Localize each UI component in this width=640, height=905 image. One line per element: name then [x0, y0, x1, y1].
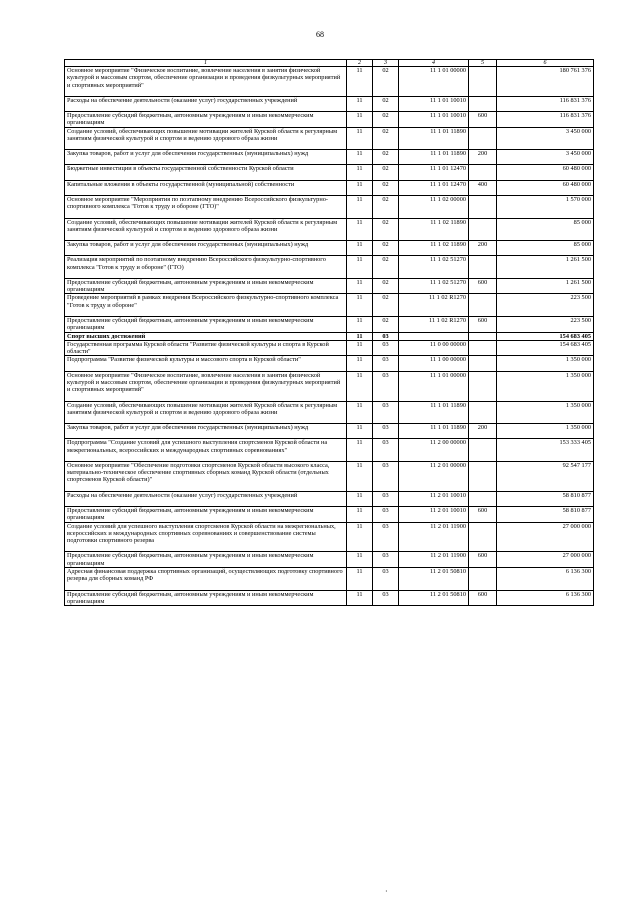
table-row	[65, 150, 594, 165]
page-mark: ·	[385, 887, 388, 896]
subsection-code: 02	[373, 241, 399, 256]
item-name: Основное мероприятие "Обеспечение подготовки спортсменов Курской области высокого класса, материально-техническое обеспечение спортивных сборных команд Курской области (отдельных спортсменов Курской области)"	[65, 461, 347, 491]
expense-type-code	[469, 568, 497, 591]
item-name: Основное мероприятие "Физическое воспитание, вовлечение населения в занятия физической культурой и массовым спортом, обеспечение организации и проведения физкультурных мероприятий и спортивных мероприятий"	[65, 371, 347, 401]
section-code: 11	[347, 439, 373, 462]
table-header-row	[65, 60, 594, 67]
section-code: 11	[347, 241, 373, 256]
table-row	[65, 332, 594, 340]
amount: 223 500	[497, 294, 594, 317]
table-row	[65, 316, 594, 332]
target-article-code: 11 1 01 10010	[399, 96, 469, 111]
target-article-code: 11 1 01 11890	[399, 150, 469, 165]
target-article-code: 11 1 02 51270	[399, 278, 469, 294]
section-code: 11	[347, 150, 373, 165]
item-name: Основное мероприятие "Мероприятия по поэтапному внедрению Всероссийского физкультурно-спортивного комплекса "Готов к труду и обороне (ГТО)"	[65, 195, 347, 218]
expense-type-code: 200	[469, 150, 497, 165]
table-row	[65, 195, 594, 218]
target-article-code: 11 1 01 12470	[399, 165, 469, 180]
section-code: 11	[347, 424, 373, 439]
header-cell: 2	[347, 60, 373, 67]
expense-type-code: 600	[469, 316, 497, 332]
subsection-code: 03	[373, 439, 399, 462]
table-row	[65, 241, 594, 256]
table-row	[65, 294, 594, 317]
expense-type-code	[469, 332, 497, 340]
amount: 58 810 877	[497, 491, 594, 506]
item-name: Создание условий для успешного выступления спортсменов Курской области на межрегиональных, всероссийских и международных спортивных соревнованиях и совершенствование системы подготовки спортивного резерва	[65, 522, 347, 552]
amount: 116 831 376	[497, 112, 594, 128]
subsection-code: 02	[373, 218, 399, 241]
expense-type-code	[469, 522, 497, 552]
item-name: Создание условий, обеспечивающих повышение мотивации жителей Курской области к регулярным занятиям физической культурой и спортом и ведению здорового образа жизни	[65, 127, 347, 150]
expense-type-code	[469, 96, 497, 111]
amount: 60 480 000	[497, 180, 594, 195]
expense-type-code	[469, 256, 497, 279]
section-code: 11	[347, 332, 373, 340]
subsection-code: 03	[373, 568, 399, 591]
section-code: 11	[347, 316, 373, 332]
subsection-code: 03	[373, 356, 399, 371]
expense-type-code: 200	[469, 241, 497, 256]
amount: 3 450 000	[497, 127, 594, 150]
section-code: 11	[347, 568, 373, 591]
subsection-code: 02	[373, 165, 399, 180]
subsection-code: 02	[373, 195, 399, 218]
table-row	[65, 461, 594, 491]
table-row	[65, 218, 594, 241]
item-name: Предоставление субсидий бюджетным, автономным учреждениям и иным некоммерческим организациям	[65, 507, 347, 523]
section-code: 11	[347, 340, 373, 356]
table-row	[65, 165, 594, 180]
expense-type-code: 600	[469, 507, 497, 523]
target-article-code: 11 0 00 00000	[399, 340, 469, 356]
amount: 1 350 000	[497, 371, 594, 401]
expense-type-code	[469, 371, 497, 401]
item-name: Подпрограмма "Создание условий для успешного выступления спортсменов Курской области на межрегиональных, всероссийских и международных спортивных соревнованиях"	[65, 439, 347, 462]
subsection-code: 03	[373, 340, 399, 356]
subsection-code: 03	[373, 507, 399, 523]
target-article-code: 11 2 01 50810	[399, 568, 469, 591]
amount: 1 261 500	[497, 278, 594, 294]
item-name: Спорт высших достижений	[65, 332, 347, 340]
subsection-code: 03	[373, 371, 399, 401]
subsection-code: 03	[373, 332, 399, 340]
subsection-code: 02	[373, 96, 399, 111]
section-code: 11	[347, 552, 373, 568]
target-article-code: 11 1 02 00000	[399, 195, 469, 218]
item-name: Адресная финансовая поддержка спортивных организаций, осуществляющих подготовку спортивного резерва для сборных команд РФ	[65, 568, 347, 591]
item-name: Проведение мероприятий в рамках внедрения Всероссийского физкультурно-спортивного комплекса "Готов к труду и обороне"	[65, 294, 347, 317]
table-row	[65, 112, 594, 128]
target-article-code: 11 2 01 00000	[399, 461, 469, 491]
expense-type-code	[469, 294, 497, 317]
target-article-code: 11 1 01 12470	[399, 180, 469, 195]
subsection-code: 02	[373, 67, 399, 97]
subsection-code: 03	[373, 491, 399, 506]
target-article-code: 11 1 01 11890	[399, 424, 469, 439]
section-code: 11	[347, 278, 373, 294]
target-article-code: 11 1 02 R1270	[399, 316, 469, 332]
target-article-code: 11 1 01 11890	[399, 401, 469, 424]
item-name: Государственная программа Курской области "Развитие физической культуры и спорта в Курской области"	[65, 340, 347, 356]
subsection-code: 02	[373, 256, 399, 279]
table-row	[65, 127, 594, 150]
table-row	[65, 439, 594, 462]
table-row	[65, 568, 594, 591]
page-number: 68	[316, 30, 324, 39]
subsection-code: 02	[373, 294, 399, 317]
header-cell: 6	[497, 60, 594, 67]
subsection-code: 03	[373, 461, 399, 491]
table-row	[65, 180, 594, 195]
amount: 85 000	[497, 218, 594, 241]
amount: 116 831 376	[497, 96, 594, 111]
item-name: Закупка товаров, работ и услуг для обеспечения государственных (муниципальных) нужд	[65, 150, 347, 165]
item-name: Закупка товаров, работ и услуг для обеспечения государственных (муниципальных) нужд	[65, 241, 347, 256]
expense-type-code: 600	[469, 278, 497, 294]
item-name: Расходы на обеспечение деятельности (оказание услуг) государственных учреждений	[65, 491, 347, 506]
target-article-code: 11 1 01 00000	[399, 371, 469, 401]
expense-type-code: 600	[469, 552, 497, 568]
amount: 92 547 177	[497, 461, 594, 491]
expense-type-code	[469, 165, 497, 180]
target-article-code: 11 1 02 51270	[399, 256, 469, 279]
expense-type-code	[469, 195, 497, 218]
subsection-code: 02	[373, 316, 399, 332]
section-code: 11	[347, 96, 373, 111]
item-name: Предоставление субсидий бюджетным, автономным учреждениям и иным некоммерческим организациям	[65, 278, 347, 294]
item-name: Расходы на обеспечение деятельности (оказание услуг) государственных учреждений	[65, 96, 347, 111]
expense-type-code	[469, 461, 497, 491]
section-code: 11	[347, 522, 373, 552]
table-row	[65, 256, 594, 279]
section-code: 11	[347, 491, 373, 506]
target-article-code: 11 2 01 50810	[399, 590, 469, 606]
table-row	[65, 491, 594, 506]
target-article-code: 11 2 01 11900	[399, 522, 469, 552]
section-code: 11	[347, 371, 373, 401]
expense-type-code: 600	[469, 112, 497, 128]
target-article-code: 11 1 01 11890	[399, 127, 469, 150]
section-code: 11	[347, 461, 373, 491]
expense-type-code	[469, 491, 497, 506]
target-article-code: 11 2 01 10010	[399, 491, 469, 506]
section-code: 11	[347, 67, 373, 97]
expense-type-code	[469, 401, 497, 424]
table-row	[65, 340, 594, 356]
section-code: 11	[347, 127, 373, 150]
item-name: Бюджетные инвестиции в объекты государственной собственности Курской области	[65, 165, 347, 180]
section-code: 11	[347, 195, 373, 218]
expense-type-code	[469, 356, 497, 371]
amount: 1 350 000	[497, 401, 594, 424]
amount: 27 000 000	[497, 522, 594, 552]
item-name: Предоставление субсидий бюджетным, автономным учреждениям и иным некоммерческим организациям	[65, 316, 347, 332]
expense-type-code: 200	[469, 424, 497, 439]
item-name: Основное мероприятие "Физическое воспитание, вовлечение населения в занятия физической культурой и массовым спортом, обеспечение организации и проведения физкультурных мероприятий и спортивных мероприятий"	[65, 67, 347, 97]
header-cell: 1	[65, 60, 347, 67]
item-name: Создание условий, обеспечивающих повышение мотивации жителей Курской области к регулярным занятиям физической культурой и спортом и ведению здорового образа жизни	[65, 218, 347, 241]
table-row	[65, 507, 594, 523]
section-code: 11	[347, 256, 373, 279]
table-row	[65, 371, 594, 401]
expense-type-code	[469, 439, 497, 462]
section-code: 11	[347, 112, 373, 128]
item-name: Подпрограмма "Развитие физической культуры и массового спорта в Курской области"	[65, 356, 347, 371]
section-code: 11	[347, 294, 373, 317]
target-article-code: 11 1 02 11890	[399, 241, 469, 256]
subsection-code: 02	[373, 150, 399, 165]
section-code: 11	[347, 590, 373, 606]
subsection-code: 03	[373, 590, 399, 606]
item-name: Реализация мероприятий по поэтапному внедрению Всероссийского физкультурно-спортивного комплекса "Готов к труду и обороне" (ГТО)	[65, 256, 347, 279]
target-article-code: 11 1 02 R1270	[399, 294, 469, 317]
amount: 60 480 000	[497, 165, 594, 180]
table-row	[65, 96, 594, 111]
header-cell: 5	[469, 60, 497, 67]
header-cell: 4	[399, 60, 469, 67]
amount: 1 350 000	[497, 356, 594, 371]
target-article-code	[399, 332, 469, 340]
amount: 153 333 405	[497, 439, 594, 462]
target-article-code: 11 1 01 10010	[399, 112, 469, 128]
amount: 154 683 405	[497, 340, 594, 356]
target-article-code: 11 1 01 00000	[399, 67, 469, 97]
expense-type-code	[469, 340, 497, 356]
item-name: Закупка товаров, работ и услуг для обеспечения государственных (муниципальных) нужд	[65, 424, 347, 439]
table-row	[65, 67, 594, 97]
table-row	[65, 424, 594, 439]
item-name: Предоставление субсидий бюджетным, автономным учреждениям и иным некоммерческим организациям	[65, 552, 347, 568]
target-article-code: 11 1 00 00000	[399, 356, 469, 371]
amount: 1 350 000	[497, 424, 594, 439]
section-code: 11	[347, 401, 373, 424]
section-code: 11	[347, 507, 373, 523]
section-code: 11	[347, 356, 373, 371]
subsection-code: 03	[373, 552, 399, 568]
subsection-code: 02	[373, 180, 399, 195]
section-code: 11	[347, 180, 373, 195]
amount: 223 500	[497, 316, 594, 332]
item-name: Предоставление субсидий бюджетным, автономным учреждениям и иным некоммерческим организациям	[65, 112, 347, 128]
subsection-code: 03	[373, 401, 399, 424]
target-article-code: 11 1 02 11890	[399, 218, 469, 241]
table-row	[65, 356, 594, 371]
amount: 180 761 376	[497, 67, 594, 97]
amount: 6 136 300	[497, 568, 594, 591]
table-row	[65, 590, 594, 606]
subsection-code: 03	[373, 522, 399, 552]
amount: 6 136 300	[497, 590, 594, 606]
target-article-code: 11 2 01 11900	[399, 552, 469, 568]
budget-table	[64, 59, 594, 606]
header-cell: 3	[373, 60, 399, 67]
section-code: 11	[347, 165, 373, 180]
amount: 58 810 877	[497, 507, 594, 523]
subsection-code: 02	[373, 278, 399, 294]
target-article-code: 11 2 01 10010	[399, 507, 469, 523]
amount: 3 450 000	[497, 150, 594, 165]
target-article-code: 11 2 00 00000	[399, 439, 469, 462]
section-code: 11	[347, 218, 373, 241]
item-name: Предоставление субсидий бюджетным, автономным учреждениям и иным некоммерческим организациям	[65, 590, 347, 606]
expense-type-code: 600	[469, 590, 497, 606]
expense-type-code	[469, 127, 497, 150]
subsection-code: 02	[373, 127, 399, 150]
expense-type-code	[469, 218, 497, 241]
item-name: Создание условий, обеспечивающих повышение мотивации жителей Курской области к регулярным занятиям физической культурой и спортом и ведению здорового образа жизни	[65, 401, 347, 424]
amount: 154 683 405	[497, 332, 594, 340]
table-row	[65, 552, 594, 568]
amount: 1 570 000	[497, 195, 594, 218]
table-row	[65, 401, 594, 424]
table-row	[65, 278, 594, 294]
expense-type-code	[469, 67, 497, 97]
amount: 27 000 000	[497, 552, 594, 568]
subsection-code: 03	[373, 424, 399, 439]
subsection-code: 02	[373, 112, 399, 128]
expense-type-code: 400	[469, 180, 497, 195]
table-row	[65, 522, 594, 552]
amount: 85 000	[497, 241, 594, 256]
item-name: Капитальные вложения в объекты государственной (муниципальной) собственности	[65, 180, 347, 195]
amount: 1 261 500	[497, 256, 594, 279]
